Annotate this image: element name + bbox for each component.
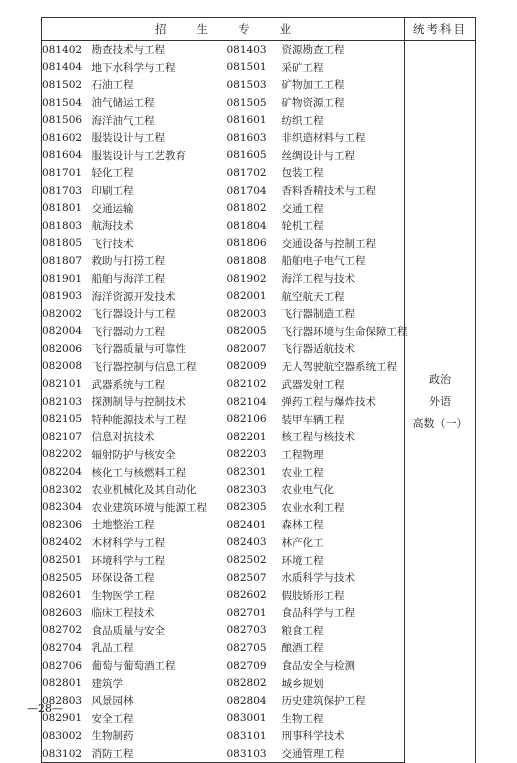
major-code-left: 081506 (42, 111, 92, 129)
major-code-right: 082005 (226, 325, 267, 338)
major-code-left: 082002 (42, 305, 92, 323)
major-name-right: 农业工程 (281, 466, 324, 479)
major-name-right: 香料香精技术与工程 (281, 185, 376, 198)
major-code-left: 081701 (42, 164, 92, 182)
exam-subjects (405, 41, 476, 763)
major-name-left: 服装设计与工程 (91, 132, 165, 145)
major-name-left: 生物医学工程 (91, 589, 155, 602)
major-name-left: 飞行器设计与工程 (91, 308, 176, 321)
major-code-left: 081901 (42, 270, 92, 288)
major-code-left: 082706 (42, 657, 92, 675)
exam-subject: 高数（一） (412, 416, 468, 430)
major-code-right: 082705 (226, 641, 267, 654)
major-name-right: 轮机工程 (281, 220, 324, 233)
major-name-left: 核化工与核燃料工程 (91, 466, 186, 479)
major-name-right: 飞行器适航技术 (281, 343, 355, 356)
major-code-right: 082709 (226, 659, 267, 672)
major-code-left: 082204 (42, 463, 92, 481)
major-name-right: 矿物资源工程 (281, 97, 345, 110)
major-name-left: 服装设计与工艺教育 (91, 149, 186, 162)
major-name-right: 非织造材料与工程 (281, 132, 366, 145)
major-code-left: 081805 (42, 235, 92, 253)
major-code-left: 082004 (42, 323, 92, 341)
major-code-left: 082008 (42, 358, 92, 376)
major-name-right: 刑事科学技术 (281, 730, 345, 743)
major-name-right: 农业电气化 (281, 484, 334, 497)
major-name-right: 食品科学与工程 (281, 607, 355, 620)
major-name-left: 地下水科学与工程 (91, 61, 176, 74)
major-code-right: 082403 (226, 536, 267, 549)
major-name-right: 航空航天工程 (281, 290, 345, 303)
major-code-right: 081501 (226, 61, 267, 74)
major-code-right: 082009 (226, 360, 267, 373)
major-code-left: 081402 (42, 41, 92, 59)
major-name-left: 安全工程 (91, 712, 134, 725)
major-name-right: 采矿工程 (281, 61, 324, 74)
major-name-right: 历史建筑保护工程 (281, 695, 366, 708)
major-name-left: 辐射防护与核安全 (91, 448, 176, 461)
major-name-left: 生物制药 (91, 730, 134, 743)
major-code-right: 081601 (226, 114, 267, 127)
major-name-right: 农业水利工程 (281, 501, 345, 514)
major-code-left: 082704 (42, 639, 92, 657)
major-code-right: 083103 (227, 745, 282, 763)
major-name-left: 葡萄与葡萄酒工程 (91, 660, 176, 673)
major-code-right: 082507 (226, 571, 267, 584)
major-code-right: 082102 (226, 378, 267, 391)
major-code-right: 082104 (226, 395, 267, 408)
header-major: 招生专业 (42, 18, 405, 41)
major-code-right: 081804 (226, 219, 267, 232)
major-code-left: 083102 (42, 745, 92, 763)
major-code-right: 081403 (226, 43, 267, 56)
major-name-right: 纺织工程 (281, 114, 324, 127)
major-name-right: 酿酒工程 (281, 642, 324, 655)
major-code-right: 081702 (226, 166, 267, 179)
major-name-left: 农业机械化及其自动化 (91, 484, 197, 497)
major-code-right: 081503 (226, 78, 267, 91)
major-name-right: 武器发射工程 (281, 378, 345, 391)
major-code-right: 082305 (226, 501, 267, 514)
major-name-left: 环保设备工程 (91, 572, 155, 585)
major-code-left: 082402 (42, 534, 92, 552)
major-code-right: 083101 (226, 729, 267, 742)
major-code-right: 082007 (226, 342, 267, 355)
major-code-left: 082901 (42, 710, 92, 728)
major-code-right: 082802 (226, 677, 267, 690)
major-code-right: 082602 (226, 589, 267, 602)
major-name-right: 假肢矫形工程 (281, 589, 345, 602)
major-code-left: 081801 (42, 199, 92, 217)
major-code-right: 083001 (226, 712, 267, 725)
major-name-right: 交通设备与控制工程 (281, 237, 376, 250)
major-name-right: 水质科学与技术 (281, 572, 355, 585)
major-name-left: 消防工程 (92, 745, 227, 763)
major-code-left: 082304 (42, 498, 92, 516)
major-name-left: 勘查技术与工程 (91, 44, 165, 57)
major-name-right: 无人驾驶航空器系统工程 (281, 360, 397, 373)
major-code-right: 082303 (226, 483, 267, 496)
major-name-right: 城乡规划 (281, 677, 324, 690)
page-number: —28— (27, 702, 63, 715)
major-code-right: 082804 (226, 694, 267, 707)
exam-subject: 政治 (429, 372, 451, 386)
major-code-left: 081404 (42, 59, 92, 77)
major-code-left: 082302 (42, 481, 92, 499)
table-header (42, 18, 476, 41)
major-name-left: 武器系统与工程 (91, 378, 165, 391)
table-body (42, 41, 476, 763)
major-name-left: 临床工程技术 (91, 607, 155, 620)
major-name-left: 环境科学与工程 (91, 554, 165, 567)
major-name-left: 建筑学 (91, 677, 123, 690)
major-code-left: 081604 (42, 147, 92, 165)
major-name-left: 土地整治工程 (91, 519, 155, 532)
major-name-left: 风景园林 (91, 695, 134, 708)
major-code-left: 082801 (42, 674, 92, 692)
major-code-right: 082106 (226, 413, 267, 426)
major-name-left: 木材科学与工程 (91, 536, 165, 549)
major-name-left: 油气储运工程 (91, 97, 155, 110)
major-name-left: 信息对抗技术 (91, 431, 155, 444)
major-code-left: 082603 (42, 604, 92, 622)
major-name-left: 特种能源技术与工程 (91, 413, 186, 426)
major-code-right: 081704 (226, 184, 267, 197)
major-name-right: 粮食工程 (281, 624, 324, 637)
major-name-right: 林产化工 (281, 536, 324, 549)
major-table (41, 17, 476, 763)
major-code-left: 082101 (42, 375, 92, 393)
major-name-right: 海洋工程与技术 (281, 273, 355, 286)
major-name-right: 工程物理 (281, 448, 324, 461)
major-name-right: 船舶电子电气工程 (281, 255, 366, 268)
major-name-right: 装甲车辆工程 (281, 413, 345, 426)
major-code-right: 081806 (226, 237, 267, 250)
major-name-left: 海洋油气工程 (91, 114, 155, 127)
major-name-left: 飞行器质量与可靠性 (91, 343, 186, 356)
major-code-left: 082702 (42, 622, 92, 640)
major-name-right: 飞行器环境与生命保障工程 (281, 325, 408, 338)
major-name-left: 航海技术 (91, 220, 134, 233)
major-code-left: 081504 (42, 94, 92, 112)
major-code-right: 081808 (226, 254, 267, 267)
major-name-left: 飞行技术 (91, 237, 134, 250)
major-code-right: 081505 (226, 96, 267, 109)
major-code-left: 082306 (42, 516, 92, 534)
major-code-left: 081903 (42, 287, 92, 305)
major-code-right: 081902 (226, 272, 267, 285)
major-name-left: 交通运输 (91, 202, 134, 215)
major-name-right: 飞行器制造工程 (281, 308, 355, 321)
major-name-right: 矿物加工工程 (281, 79, 345, 92)
major-name-left: 轻化工程 (91, 167, 134, 180)
major-name-right: 交通管理工程 (282, 745, 405, 763)
major-name-right: 丝绸设计与工程 (281, 149, 355, 162)
major-name-left: 农业建筑环境与能源工程 (91, 501, 207, 514)
major-code-right: 082701 (226, 606, 267, 619)
major-name-right: 资源勘查工程 (281, 44, 345, 57)
major-name-left: 印刷工程 (91, 185, 134, 198)
major-code-right: 081802 (226, 202, 267, 215)
major-code-right: 082003 (226, 307, 267, 320)
major-code-left: 082601 (42, 586, 92, 604)
major-name-right: 森林工程 (281, 519, 324, 532)
major-code-left: 082803 (42, 692, 92, 710)
major-code-right: 082301 (226, 466, 267, 479)
major-code-left: 081803 (42, 217, 92, 235)
major-name-left: 乳品工程 (91, 642, 134, 655)
major-name-left: 探测制导与控制技术 (91, 396, 186, 409)
major-code-left: 082006 (42, 340, 92, 358)
major-code-left: 082202 (42, 446, 92, 464)
major-code-right: 082201 (226, 430, 267, 443)
major-name-left: 船舶与海洋工程 (91, 273, 165, 286)
major-code-left: 081807 (42, 252, 92, 270)
major-name-right: 生物工程 (281, 712, 324, 725)
major-code-right: 082502 (226, 554, 267, 567)
major-code-left: 083002 (42, 727, 92, 745)
major-code-left: 082505 (42, 569, 92, 587)
major-code-left: 082107 (42, 428, 92, 446)
major-code-right: 082703 (226, 624, 267, 637)
major-code-right: 081605 (226, 149, 267, 162)
major-code-right: 081603 (226, 131, 267, 144)
major-name-right: 环境工程 (281, 554, 324, 567)
major-code-left: 081602 (42, 129, 92, 147)
major-code-left: 081502 (42, 76, 92, 94)
major-code-left: 082501 (42, 551, 92, 569)
table-row (42, 41, 476, 59)
major-name-left: 石油工程 (91, 79, 134, 92)
major-name-right: 弹药工程与爆炸技术 (281, 396, 376, 409)
major-code-left: 081703 (42, 182, 92, 200)
major-name-right: 食品安全与检测 (281, 660, 355, 673)
major-name-right: 交通工程 (281, 202, 324, 215)
major-name-left: 食品质量与安全 (91, 624, 165, 637)
major-code-right: 082401 (226, 518, 267, 531)
major-code-right: 082203 (226, 448, 267, 461)
major-name-right: 核工程与核技术 (281, 431, 355, 444)
major-code-right: 082001 (226, 290, 267, 303)
major-name-right: 包装工程 (281, 167, 324, 180)
major-name-left: 飞行器控制与信息工程 (91, 360, 197, 373)
exam-subject: 外语 (429, 394, 451, 408)
major-name-left: 飞行器动力工程 (91, 325, 165, 338)
major-code-left: 082103 (42, 393, 92, 411)
major-name-left: 救助与打捞工程 (91, 255, 165, 268)
major-code-left: 082105 (42, 410, 92, 428)
header-subject: 统考科目 (405, 18, 476, 41)
major-name-left: 海洋资源开发技术 (91, 290, 176, 303)
